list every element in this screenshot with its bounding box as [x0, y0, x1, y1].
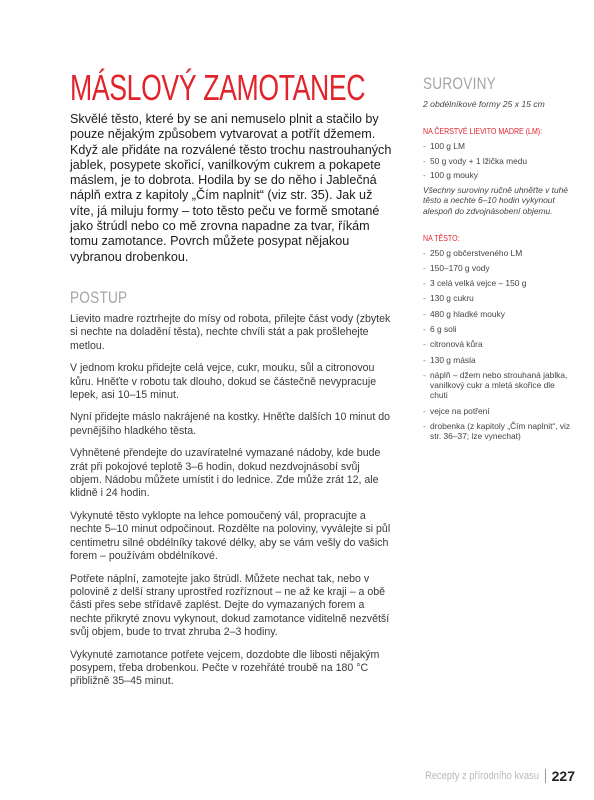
ingredient-item: - 130 g cukru: [423, 293, 573, 303]
ingredient-item: - 250 g občerstveného LM: [423, 248, 573, 258]
page-footer: [405, 768, 575, 784]
step-paragraph: Nyní přidejte máslo nakrájené na kostky. Hněťte dalších 10 minut do pevnějšího hladkého těsta.: [70, 411, 390, 437]
lievito-madre-heading: NA ČERSTVÉ LIEVITO MADRE (LM):: [423, 126, 543, 136]
lievito-madre-list: [423, 141, 573, 180]
lievito-madre-note: Všechny suroviny ručně uhněťte v tuhé těsto a nechte 6–10 hodin vykynout alespoň do zdvojnásobení objemu.: [423, 184, 568, 216]
ingredient-item: - 3 celá velká vejce – 150 g: [423, 278, 573, 288]
recipe-title: MÁSLOVÝ ZAMOTANEC: [70, 67, 366, 108]
ingredient-item: - 100 g mouky: [423, 170, 573, 180]
ingredient-item: - 6 g soli: [423, 324, 573, 334]
step-paragraph: Vykynuté těsto vyklopte na lehce pomoučený vál, propracujte a nechte 5–10 minut odpočinout. Rozdělte na poloviny, vyválejte si půl centimetru silné obdélníky takové délky, aby se vám vešly do vašich forem – používám obdélníkové.: [70, 509, 391, 563]
ingredient-item: - 100 g LM: [423, 141, 573, 151]
step-paragraph: V jednom kroku přidejte celá vejce, cukr, mouku, sůl a citronovou kůru. Hněťte v robotu tak dlouho, dokud se částečně nevypracuje lepek, asi 10–15 minut.: [70, 362, 377, 402]
recipe-intro: Skvělé těsto, které by se ani nemuselo plnit a stačilo by pouze nějakým způsobem vytvarovat a potřít džemem. Když ale přidáte na rozválené těsto trochu nastrouhaných jablek, posypete skořicí, vanilkovým cukrem a pokapete máslem, je to dobrota. Hodila by se do něho i Jablečná náplň extra z kapitoly „Čím naplnit“ (viz str. 35). Jak už víte, já miluju formy – toto těsto peču ve formě smotané jako štrúdl nebo co mě zrovna napadne za tvar, říkám tomu zamotance. Povrch můžete posypat nějakou vybranou drobenkou.: [70, 112, 392, 264]
form-size-note: 2 obdélníkové formy 25 x 15 cm: [423, 99, 545, 109]
testo-list: [423, 248, 573, 442]
page-number: 227: [551, 768, 575, 784]
ingredient-item: - 480 g hladké mouky: [423, 309, 573, 319]
testo-heading: NA TĚSTO:: [423, 232, 460, 243]
step-paragraph: Lievito madre roztrhejte do mísy od robota, přilejte část vody (zbytek si nechte na doladění těsta), nechte chvíli stát a pak prošlehejte metlou.: [70, 313, 391, 352]
postup-steps: [70, 313, 392, 698]
ingredient-item: - 50 g vody + 1 lžička medu: [423, 156, 573, 166]
ingredient-item: - 150–170 g vody: [423, 263, 573, 273]
ingredients-sidebar: [423, 74, 573, 446]
step-paragraph: Vyhnětené přendejte do uzavíratelné vymazané nádoby, kde bude zrát při pokojové teplotě 3–6 hodin, dokud nezdvojnásobí svůj objem. Nádobu můžete umístit i do lednice. Zde může zrát 12, ale klidně i 24 hodin.: [70, 447, 381, 500]
ingredient-item: - drobenka (z kapitoly „Čím naplnit“, viz str. 36–37; lze vynechat): [423, 421, 573, 441]
footer-divider: [545, 769, 546, 783]
step-paragraph: Potřete náplní, zamotejte jako štrúdl. Můžete nechat tak, nebo v polovině z delší strany uprostřed rozříznout – ne až ke kraji – a obě části přes sebe střídavě zaplést. Dejte do vymazaných forem a nechte přikryté znovu vykynout, dokud zamotance viditelně nezvětší svůj objem, bude to trvat zhruba 2–3 hodiny.: [70, 572, 390, 639]
suroviny-heading: SUROVINY: [423, 74, 496, 93]
ingredient-item: - 130 g másla: [423, 355, 573, 365]
ingredient-item: - citronová kůra: [423, 339, 573, 349]
book-title: Recepty z přírodního kvasu: [424, 770, 539, 782]
ingredient-item: - náplň – džem nebo strouhaná jablka, vanilkový cukr a mletá skořice dle chuti: [423, 370, 573, 401]
postup-heading: POSTUP: [70, 288, 128, 307]
ingredient-item: - vejce na potření: [423, 406, 573, 416]
step-paragraph: Vykynuté zamotance potřete vejcem, dozdobte dle libosti nějakým posypem, třeba drobenkou. Pečte v rozehřáté troubě na 180 °C přibližně 35–45 minut.: [70, 648, 380, 688]
